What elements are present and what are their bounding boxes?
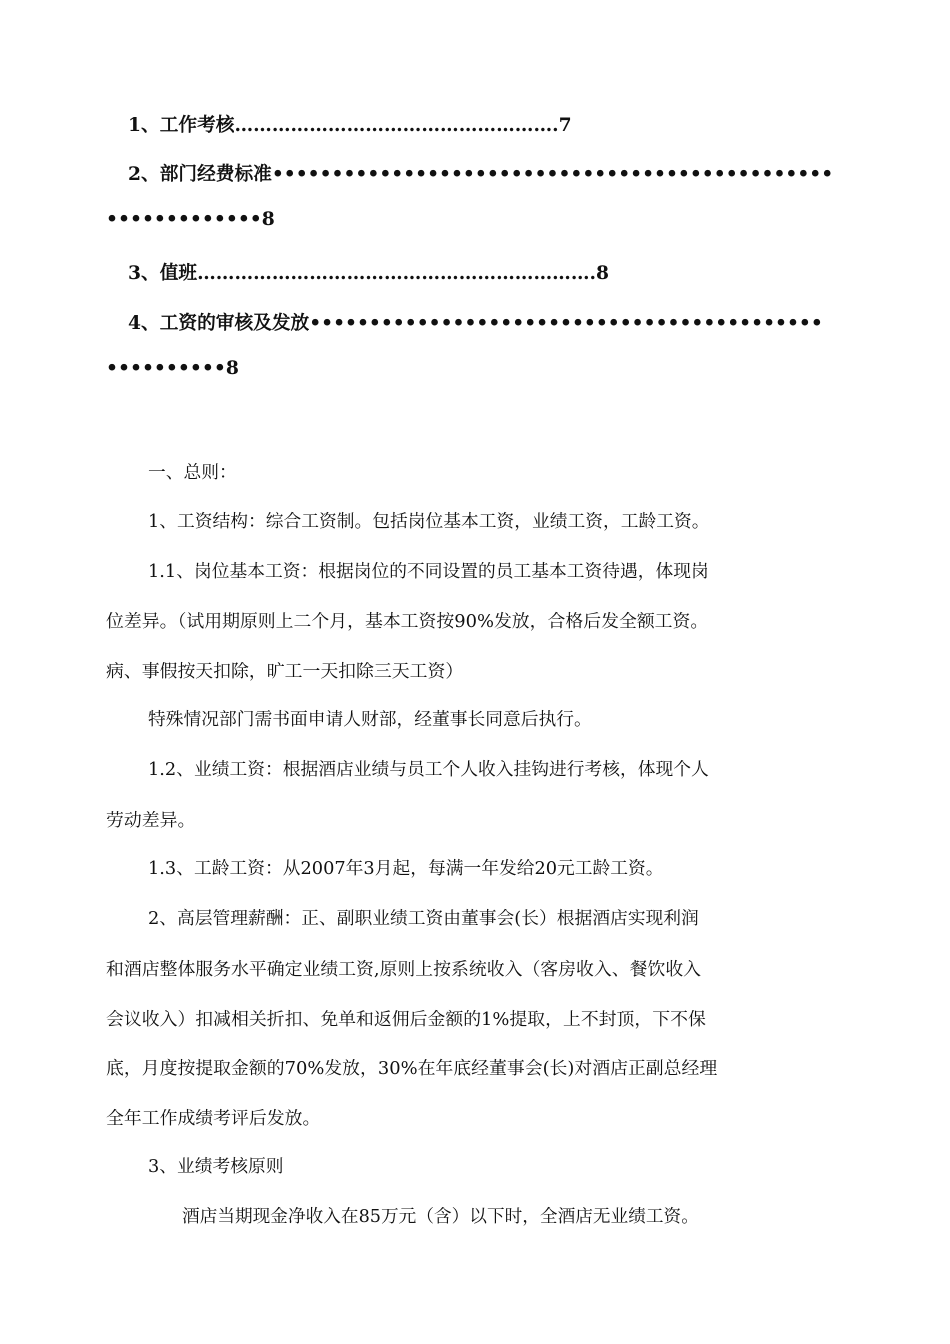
paragraph-line: 1、工资结构：综合工资制。包括岗位基本工资，业绩工资，工龄工资。 [148,512,710,532]
paragraph-line: 2、高层管理薪酬：正、副职业绩工资由董事会(长）根据酒店实现利润 [148,909,699,929]
paragraph-line: 1.1、岗位基本工资：根据岗位的不同设置的员工基本工资待遇，体现岗 [148,562,709,582]
paragraph-line: 底，月度按提取金额的70%发放，30%在年底经董事会(长)对酒店正副总经理 [106,1058,718,1079]
paragraph-line: 和酒店整体服务水平确定业绩工资,原则上按系统收入（客房收入、餐饮收入 [106,959,702,980]
section-heading-general: 一、总则： [148,463,237,483]
toc-item-1: 1、工作考核…………………………………………….7 [128,114,572,136]
paragraph-line: 全年工作成绩考评后发放。 [106,1108,321,1129]
toc-item-4: 4、工资的审核及发放••••••••••••••••••••••••••••••••••••••••••• [128,312,823,334]
toc-item-4-continued: ••••••••••8 [106,357,239,379]
paragraph-line: 1.2、业绩工资：根据酒店业绩与员工个人收入挂钩进行考核，体现个人 [148,760,709,780]
toc-item-2-continued: •••••••••••••8 [106,208,275,230]
paragraph-line: 会议收入）扣减相关折扣、免单和返佣后金额的1%提取，上不封顶，下不保 [106,1009,706,1030]
paragraph-line: 1.3、工龄工资：从2007年3月起，每满一年发给20元工龄工资。 [148,859,664,879]
toc-item-3: 3、值班……………………………………………………….8 [128,262,610,284]
paragraph-line: 病、事假按天扣除，旷工一天扣除三天工资） [106,661,464,682]
section-heading-performance: 3、业绩考核原则 [148,1157,284,1177]
paragraph-line: 劳动差异。 [106,810,196,831]
toc-item-2: 2、部门经费标准••••••••••••••••••••••••••••••••••••••••••••••• [128,163,834,185]
paragraph-line: 位差异。（试用期原则上二个月，基本工资按90%发放，合格后发全额工资。 [106,611,709,632]
paragraph-line: 酒店当期现金净收入在85万元（含）以下时，全酒店无业绩工资。 [182,1207,699,1227]
paragraph-line: 特殊情况部门需书面申请人财部，经董事长同意后执行。 [148,710,592,730]
